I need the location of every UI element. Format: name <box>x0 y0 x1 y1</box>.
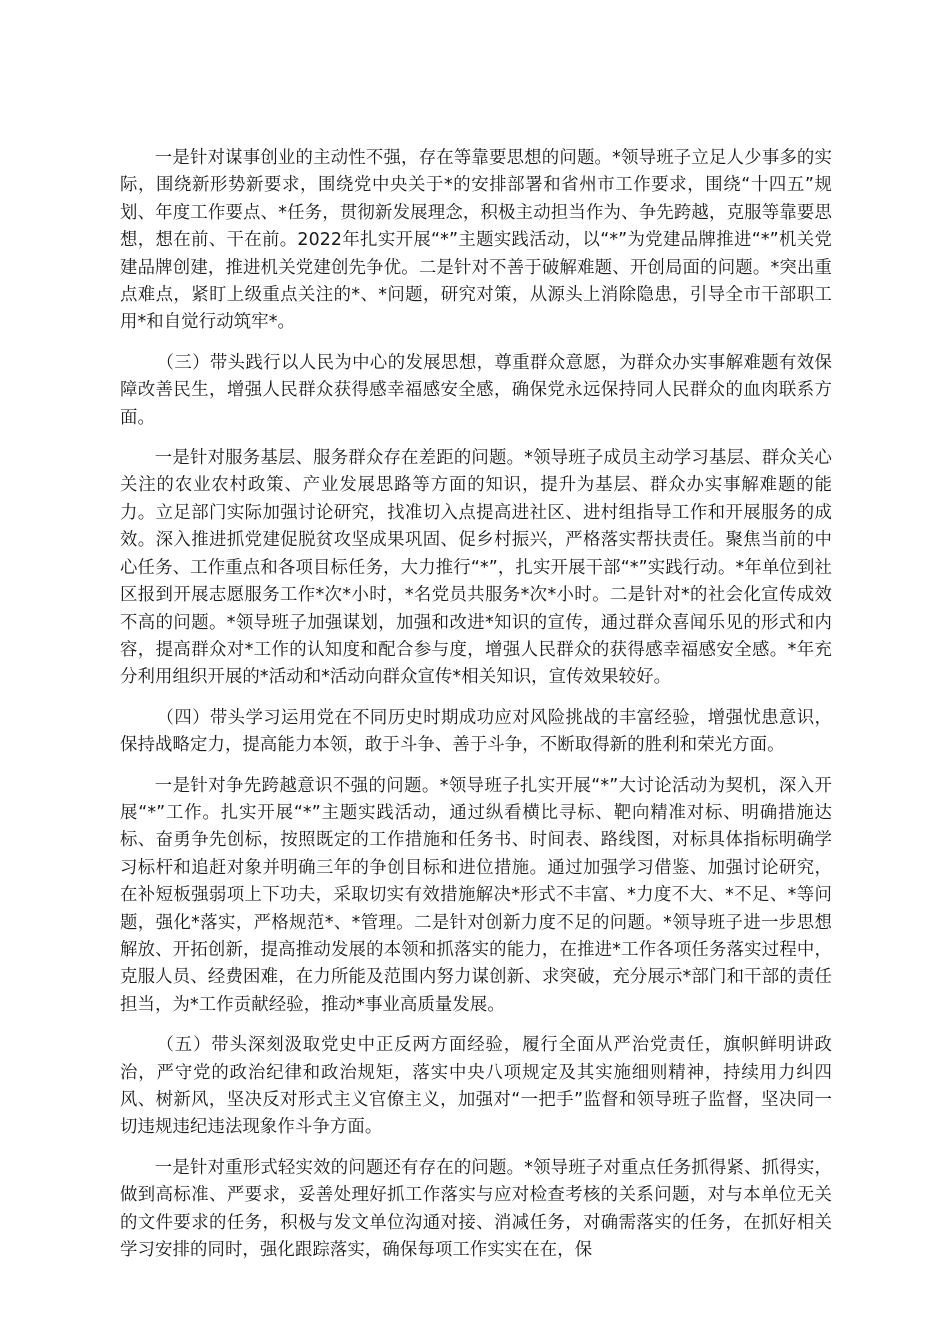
paragraph-serve-grassroots: 一是针对服务基层、服务群众存在差距的问题。*领导班子成员主动学习基层、群众关心关注的农业农村政策、产业发展思路等方面的知识，提升为基层、群众办实事解难题的能力。立足部门实际加强讨论研究，找准切入点提高进社区、进村组指导工作和开展服务的成效。深入推进抓党建促脱贫攻坚成果巩固、促乡村振兴，严格落实帮扶责任。聚焦当前的中心任务、工作重点和各项目标任务，大力推行“*”，扎实开展干部“*”实践行动。*年单位到社区报到开展志愿服务工作*次*小时，*名党员共服务*次*小时。二是针对*的社会化宣传成效不高的问题。*领导班子加强谋划，加强和改进*知识的宣传，通过群众喜闻乐见的形式和内容，提高群众对*工作的认知度和配合参与度，增强人民群众的获得感幸福感安全感。*年充分利用组织开展的*活动和*活动向群众宣传*相关知识，宣传效果较好。 <box>120 448 832 688</box>
paragraph-formalism: 一是针对重形式轻实效的问题还有存在的问题。*领导班子对重点任务抓得紧、抓得实，做到高标准、严要求，妥善处理好抓工作落实与应对检查考核的关系问题，对与本单位无关的文件要求的任务，积极与发文单位沟通对接、消减任务，对确需落实的任务，在抓好相关学习安排的同时，强化跟踪落实，确保每项工作实实在在，保 <box>120 1157 832 1261</box>
document-body <box>120 145 832 1277</box>
section-heading-5: （五）带头深刻汲取党史中正反两方面经验，履行全面从严治党责任，旗帜鲜明讲政治，严守党的政治纪律和政治规矩，落实中央八项规定及其实施细则精神，持续用力纠四风、树新风，坚决反对形式主义官僚主义，加强对“一把手”监督和领导班子监督，坚决同一切违规违纪违法现象作斗争方面。 <box>120 1035 832 1138</box>
section-heading-3: （三）带头践行以人民为中心的发展思想，尊重群众意愿，为群众办实事解难题有效保障改善民生，增强人民群众获得感幸福感安全感，确保党永远保持同人民群众的血肉联系方面。 <box>120 352 832 428</box>
paragraph-strive-initiative: 一是针对谋事创业的主动性不强，存在等靠要思想的问题。*领导班子立足人少事多的实际，围绕新形势新要求，围绕党中央关于*的安排部署和省州市工作要求，围绕“十四五”规划、年度工作要点、*任务，贯彻新发展理念，积极主动担当作为、争先跨越，克服等靠要思想，想在前、干在前。2022年扎实开展“*”主题实践活动，以“*”为党建品牌推进“*”机关党建品牌创建，推进机关党建创先争优。二是针对不善于破解难题、开创局面的问题。*突出重点难点，紧盯上级重点关注的*、*问题，研究对策，从源头上消除隐患，引导全市干部职工用*和自觉行动筑牢*。 <box>120 148 832 333</box>
paragraph-striving-awareness: 一是针对争先跨越意识不强的问题。*领导班子扎实开展“*”大讨论活动为契机，深入开展“*”工作。扎实开展“*”主题实践活动，通过纵看横比寻标、靶向精准对标、明确措施达标、奋勇争先创标，按照既定的工作措施和任务书、时间表、路线图，对标具体指标明确学习标杆和追赶对象并明确三年的争创目标和进位措施。通过加强学习借鉴、加强讨论研究，在补短板强弱项上下功夫，采取切实有效措施解决*形式不丰富、*力度不大、*不足、*等问题，强化*落实，严格规范*、*管理。二是针对创新力度不足的问题。*领导班子进一步思想解放、开拓创新，提高推动发展的本领和抓落实的能力，在推进*工作各项任务落实过程中，克服人员、经费困难，在力所能及范围内努力谋创新、求突破，充分展示*部门和干部的责任担当，为*工作贡献经验，推动*事业高质量发展。 <box>120 775 832 1015</box>
section-heading-4: （四）带头学习运用党在不同历史时期成功应对风险挑战的丰富经验，增强忧患意识，保持战略定力，提高能力本领，敢于斗争、善于斗争，不断取得新的胜利和荣光方面。 <box>120 707 832 756</box>
